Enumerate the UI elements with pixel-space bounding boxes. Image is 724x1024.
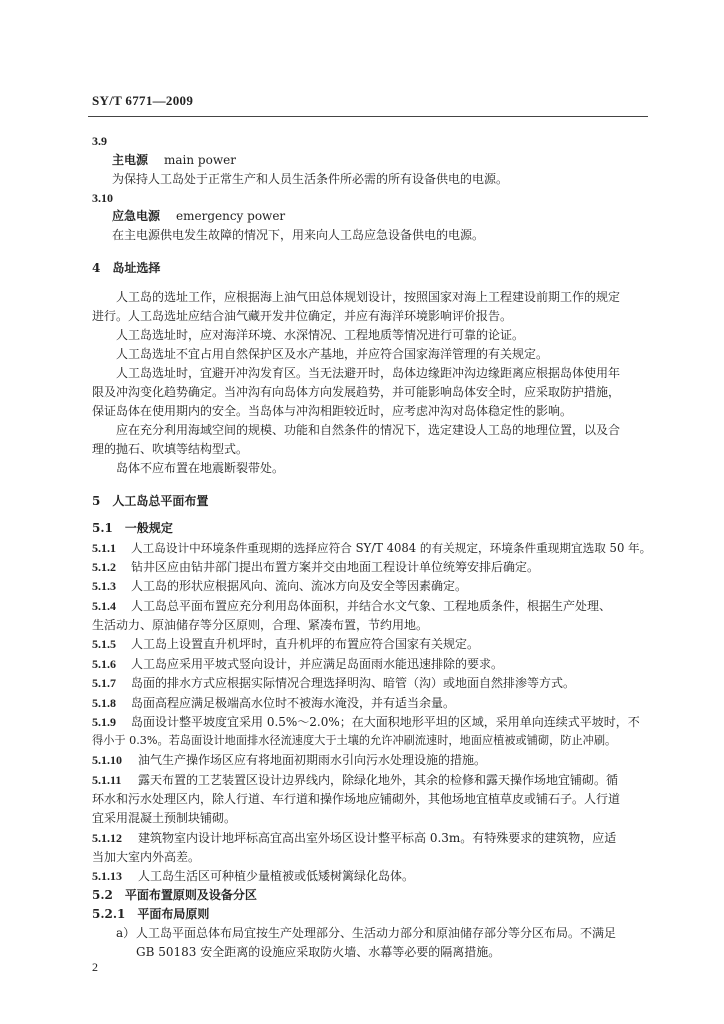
clause-number: 5.1.7 xyxy=(92,676,116,690)
s4-para-line: 进行。人工岛选址应结合油气藏开发井位确定，并应有海洋环境影响评价报告。 xyxy=(92,309,513,323)
clause-text-continued: 得小于 0.3%。若岛面设计地面排水径流速度大于土壤的允许冲刷流速时，地面应植被或铺砌，防止冲刷。 xyxy=(92,734,617,747)
clause-number: 5.1.13 xyxy=(92,869,122,883)
clause-text-continued: 当加大室内外高差。 xyxy=(92,850,201,864)
section-5-2-heading: 5.2 平面布置原则及设备分区 xyxy=(92,888,257,902)
section-5-2-1-heading: 5.2.1 平面布局原则 xyxy=(92,907,210,921)
clause-number-3-10: 3.10 xyxy=(92,191,113,205)
clause-text: 人工岛的形状应根据风向、流向、流冰方向及安全等因素确定。 xyxy=(131,579,468,593)
s4-para-line: 限及冲沟变化趋势确定。当冲沟有向岛体方向发展趋势，并可能影响岛体安全时，应采取防护措施， xyxy=(92,385,621,399)
clause-number: 5.1.2 xyxy=(92,560,116,574)
clause-text: 人工岛应采用平坡式竖向设计，并应满足岛面雨水能迅速排除的要求。 xyxy=(131,657,504,671)
clause-number: 5.1.10 xyxy=(92,753,122,767)
clause-number: 5.1.4 xyxy=(92,599,116,613)
s4-para-line: 人工岛的选址工作，应根据海上油气田总体规划设计，按照国家对海上工程建设前期工作的规定 xyxy=(116,290,621,304)
section-4-heading: 4 岛址选择 xyxy=(92,261,161,275)
clause-number-3-9: 3.9 xyxy=(92,134,107,148)
definition-main-power: 为保持人工岛处于正常生产和人员生活条件所必需的所有设备供电的电源。 xyxy=(112,172,509,186)
clause-text-continued: 生活动力、原油储存等分区原则，合理、紧凑布置，节约用地。 xyxy=(92,618,429,632)
page-number: 2 xyxy=(92,960,98,974)
clause-number: 5.1.8 xyxy=(92,696,116,710)
section-5-1-heading: 5.1 一般规定 xyxy=(92,521,173,535)
s4-para-line: 应在充分利用海域空间的规模、功能和自然条件的情况下，选定建设人工岛的地理位置，以及合 xyxy=(116,423,621,437)
s4-para-line: 岛体不应布置在地震断裂带处。 xyxy=(116,461,285,475)
term-cn-emergency-power: 应急电源 xyxy=(112,209,161,223)
list-item-text: 人工岛平面总体布局宜按生产处理部分、生活动力部分和原油储存部分等分区布局。不满足 xyxy=(136,926,617,940)
clause-text: 建筑物室内设计地坪标高宜高出室外场区设计整平标高 0.3m。有特殊要求的建筑物，应适 xyxy=(138,831,617,845)
clause-text: 油气生产操作场区应有将地面初期雨水引向污水处理设施的措施。 xyxy=(138,753,487,767)
s4-para-line: 理的抛石、吹填等结构型式。 xyxy=(92,442,249,456)
s4-para-line: 人工岛选址时，应对海洋环境、水深情况、工程地质等情况进行可靠的论证。 xyxy=(116,328,525,342)
s4-para-line: 人工岛选址时，宜避开冲沟发育区。当无法避开时，岛体边缘距冲沟边缘距离应根据岛体使用年 xyxy=(116,366,621,380)
clause-text: 人工岛设计中环境条件重现期的选择应符合 SY/T 4084 的有关规定，环境条件重现期宜选取 50 年。 xyxy=(131,541,652,555)
clause-text-continued: 宜采用混凝土预制块铺砌。 xyxy=(92,811,237,825)
clause-number: 5.1.9 xyxy=(92,715,116,729)
clause-text-continued: 环水和污水处理区内，除人行道、车行道和操作场地应铺砌外，其他场地宜植草皮或铺石子。人行道 xyxy=(92,792,621,806)
clause-number: 5.1.5 xyxy=(92,637,116,651)
term-en-emergency-power: emergency power xyxy=(176,209,286,223)
clause-number: 5.1.11 xyxy=(92,773,122,787)
clause-number: 5.1.3 xyxy=(92,579,116,593)
clause-text: 岛面高程应满足极端高水位时不被海水淹没，并有适当余量。 xyxy=(131,696,456,710)
clause-text: 露天布置的工艺装置区设计边界线内，除绿化地外，其余的检修和露天操作场地宜铺砌。循 xyxy=(138,773,619,787)
clause-text: 岛面的排水方式应根据实际情况合理选择明沟、暗管（沟）或地面自然排渗等方式。 xyxy=(131,676,576,690)
definition-emergency-power: 在主电源供电发生故障的情况下，用来向人工岛应急设备供电的电源。 xyxy=(112,228,485,242)
section-5-heading: 5 人工岛总平面布置 xyxy=(92,494,209,508)
clause-text: 人工岛生活区可种植少量植被或低矮树篱绿化岛体。 xyxy=(138,869,415,883)
clause-text: 钻井区应由钻井部门提出布置方案并交由地面工程设计单位统筹安排后确定。 xyxy=(131,560,540,574)
clause-text: 岛面设计整平坡度宜采用 0.5%～2.0%；在大面积地形平坦的区域，采用单向连续式平坡时，不 xyxy=(131,715,640,729)
list-item-label: a） xyxy=(116,926,136,940)
s4-para-line: 人工岛选址不宜占用自然保护区及水产基地，并应符合国家海洋管理的有关规定。 xyxy=(116,347,549,361)
term-en-main-power: main power xyxy=(164,153,236,167)
clause-number: 5.1.12 xyxy=(92,831,122,845)
clause-number: 5.1.6 xyxy=(92,657,116,671)
clause-number: 5.1.1 xyxy=(92,541,116,555)
header-divider xyxy=(88,116,648,117)
clause-text: 人工岛总平面布置应充分利用岛体面积，并结合水文气象、工程地质条件，根据生产处理、 xyxy=(131,599,612,613)
standard-code-header: SY/T 6771—2009 xyxy=(92,93,194,108)
s4-para-line: 保证岛体在使用期内的安全。当岛体与冲沟相距较近时，应考虑冲沟对岛体稳定性的影响。 xyxy=(92,404,573,418)
term-cn-main-power: 主电源 xyxy=(112,153,149,167)
clause-text: 人工岛上设置直升机坪时，直升机坪的布置应符合国家有关规定。 xyxy=(131,637,480,651)
list-item-text-continued: GB 50183 安全距离的设施应采取防火墙、水幕等必要的隔离措施。 xyxy=(136,945,501,959)
